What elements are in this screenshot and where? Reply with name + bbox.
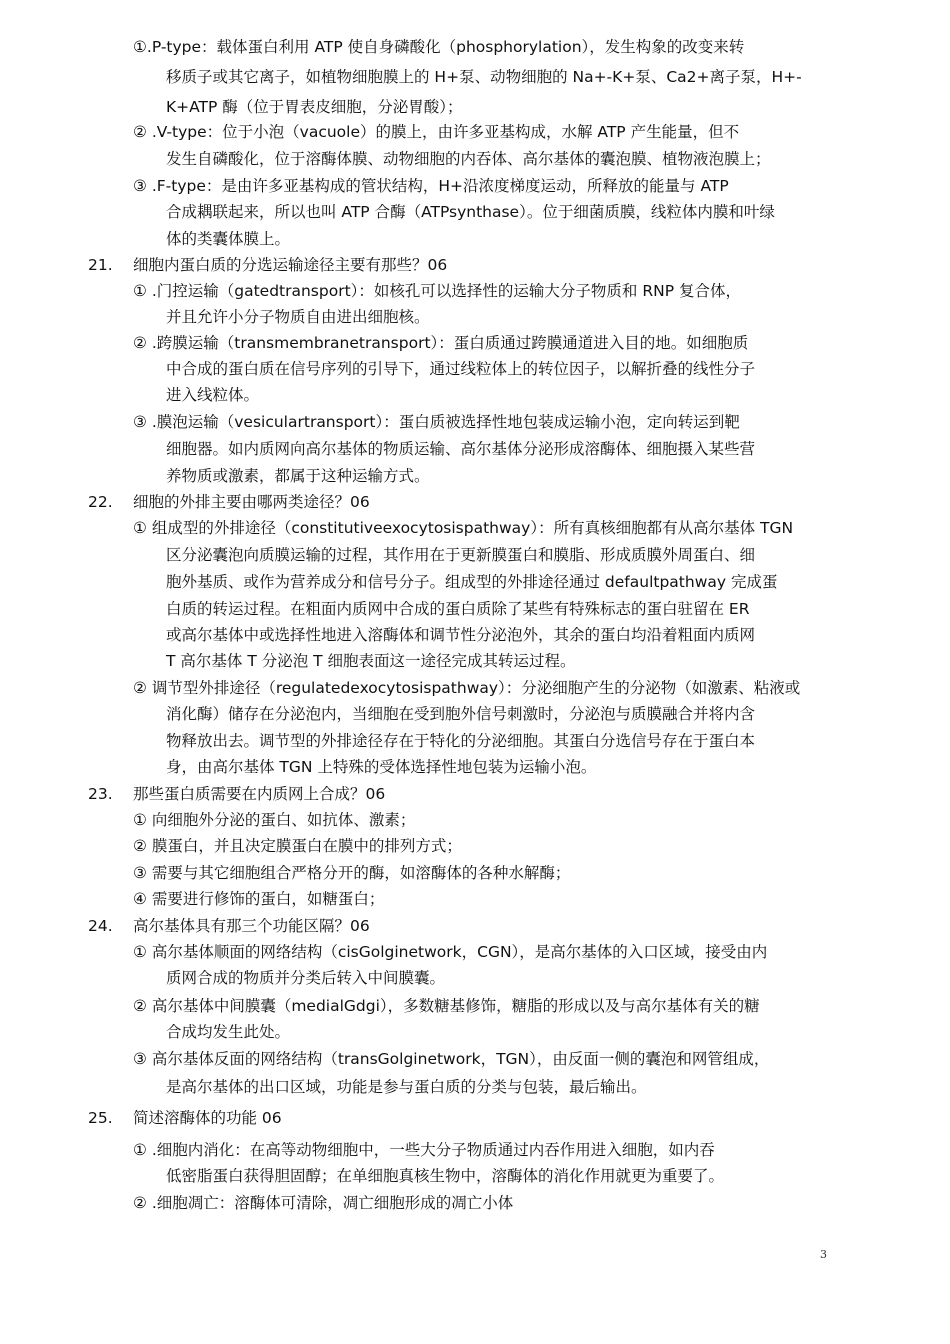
- text-line: ③ 需要与其它细胞组合严格分开的酶，如溶酶体的各种水解酶；: [133, 864, 571, 882]
- text-line: 质网合成的物质并分类后转入中间膜囊。: [166, 969, 446, 987]
- text-line: T 高尔基体 T 分泌泡 T 细胞表面这一途径完成其转运过程。: [166, 652, 576, 670]
- text-line: ③ 高尔基体反面的网络结构（transGolginetwork，TGN），由反面一侧的囊泡和网管组成，: [133, 1050, 770, 1068]
- question-number: 24.: [88, 917, 113, 935]
- text-line: ③ .膜泡运输（vesiculartransport）：蛋白质被选择性地包装成运输小泡，定向转运到靶: [133, 413, 740, 431]
- text-line: 进入线粒体。: [166, 386, 260, 404]
- text-line: ③ .F-type：是由许多亚基构成的管状结构，H+沿浓度梯度运动，所释放的能量与 ATP: [133, 177, 729, 195]
- text-line: 养物质或激素，都属于这种运输方式。: [166, 467, 430, 485]
- text-line: 低密脂蛋白获得胆固醇；在单细胞真核生物中，溶酶体的消化作用就更为重要了。: [166, 1167, 725, 1185]
- text-line: ①.P-type：载体蛋白利用 ATP 使自身磷酸化（phosphorylation），发生构象的改变来转: [133, 38, 745, 56]
- text-line: ② .细胞凋亡：溶酶体可清除，凋亡细胞形成的凋亡小体: [133, 1194, 514, 1212]
- text-line: ② .V-type：位于小泡（vacuole）的膜上，由许多亚基构成，水解 ATP 产生能量，但不: [133, 123, 740, 141]
- text-line: ① .门控运输（gatedtransport）：如核孔可以选择性的运输大分子物质和 RNP 复合体，: [133, 282, 741, 300]
- text-line: 中合成的蛋白质在信号序列的引导下，通过线粒体上的转位因子，以解折叠的线性分子: [166, 360, 756, 378]
- text-line: ① .细胞内消化：在高等动物细胞中，一些大分子物质通过内吞作用进入细胞，如内吞: [133, 1141, 715, 1159]
- text-line: K+ATP 酶（位于胃表皮细胞，分泌胃酸）；: [166, 98, 463, 116]
- text-line: 身，由高尔基体 TGN 上特殊的受体选择性地包装为运输小泡。: [166, 758, 597, 776]
- text-line: ② 调节型外排途径（regulatedexocytosispathway）：分泌细胞产生的分泌物（如激素、粘液或: [133, 679, 801, 697]
- text-line: 并且允许小分子物质自由进出细胞核。: [166, 308, 430, 326]
- text-line: 体的类囊体膜上。: [166, 230, 291, 248]
- text-line: 或高尔基体中或选择性地进入溶酶体和调节性分泌泡外，其余的蛋白均沿着粗面内质网: [166, 626, 756, 644]
- text-line: 物释放出去。调节型的外排途径存在于特化的分泌细胞。其蛋白分选信号存在于蛋白本: [166, 732, 756, 750]
- text-line: ② 高尔基体中间膜囊（medialGdgi），多数糖基修饰，糖脂的形成以及与高尔基体有关的糖: [133, 997, 760, 1015]
- text-line: 胞外基质、或作为营养成分和信号分子。组成型的外排途径通过 defaultpathway 完成蛋: [166, 573, 778, 591]
- question-title: 高尔基体具有那三个功能区隔？06: [133, 917, 370, 935]
- text-line: ① 组成型的外排途径（constitutiveexocytosispathway）：所有真核细胞都有从高尔基体 TGN: [133, 519, 794, 537]
- text-line: 合成耦联起来，所以也叫 ATP 合酶（ATPsynthase）。位于细菌质膜，线粒体内膜和叶绿: [166, 203, 775, 221]
- text-line: 移质子或其它离子，如植物细胞膜上的 H+泵、动物细胞的 Na+-K+泵、Ca2+离子泵，H+-: [166, 68, 802, 86]
- text-line: ② 膜蛋白，并且决定膜蛋白在膜中的排列方式；: [133, 837, 462, 855]
- text-line: ① 高尔基体顺面的网络结构（cisGolginetwork，CGN），是高尔基体的入口区域，接受由内: [133, 943, 768, 961]
- text-line: ② .跨膜运输（transmembranetransport）：蛋白质通过跨膜通道进入目的地。如细胞质: [133, 334, 749, 352]
- text-line: ④ 需要进行修饰的蛋白，如糖蛋白；: [133, 890, 385, 908]
- question-title: 细胞内蛋白质的分选运输途径主要有那些？06: [133, 256, 448, 274]
- text-line: 发生自磷酸化，位于溶酶体膜、动物细胞的内吞体、高尔基体的囊泡膜、植物液泡膜上；: [166, 150, 771, 168]
- question-number: 25.: [88, 1109, 113, 1127]
- question-number: 23.: [88, 785, 113, 803]
- text-line: 合成均发生此处。: [166, 1023, 291, 1041]
- question-title: 细胞的外排主要由哪两类途径？06: [133, 493, 370, 511]
- text-line: 区分泌囊泡向质膜运输的过程，其作用在于更新膜蛋白和膜脂、形成质膜外周蛋白、细: [166, 546, 756, 564]
- question-title: 那些蛋白质需要在内质网上合成？06: [133, 785, 386, 803]
- question-title: 简述溶酶体的功能 06: [133, 1109, 282, 1127]
- question-number: 22.: [88, 493, 113, 511]
- text-line: 细胞器。如内质网向高尔基体的物质运输、高尔基体分泌形成溶酶体、细胞摄入某些营: [166, 440, 756, 458]
- text-line: 消化酶）储存在分泌泡内，当细胞在受到胞外信号刺激时，分泌泡与质膜融合并将内含: [166, 705, 756, 723]
- page-number: 3: [820, 1248, 827, 1261]
- question-number: 21.: [88, 256, 113, 274]
- text-line: 白质的转运过程。在粗面内质网中合成的蛋白质除了某些有特殊标志的蛋白驻留在 ER: [166, 600, 750, 618]
- text-line: ① 向细胞外分泌的蛋白、如抗体、激素；: [133, 811, 416, 829]
- text-line: 是高尔基体的出口区域，功能是参与蛋白质的分类与包装，最后输出。: [166, 1078, 647, 1096]
